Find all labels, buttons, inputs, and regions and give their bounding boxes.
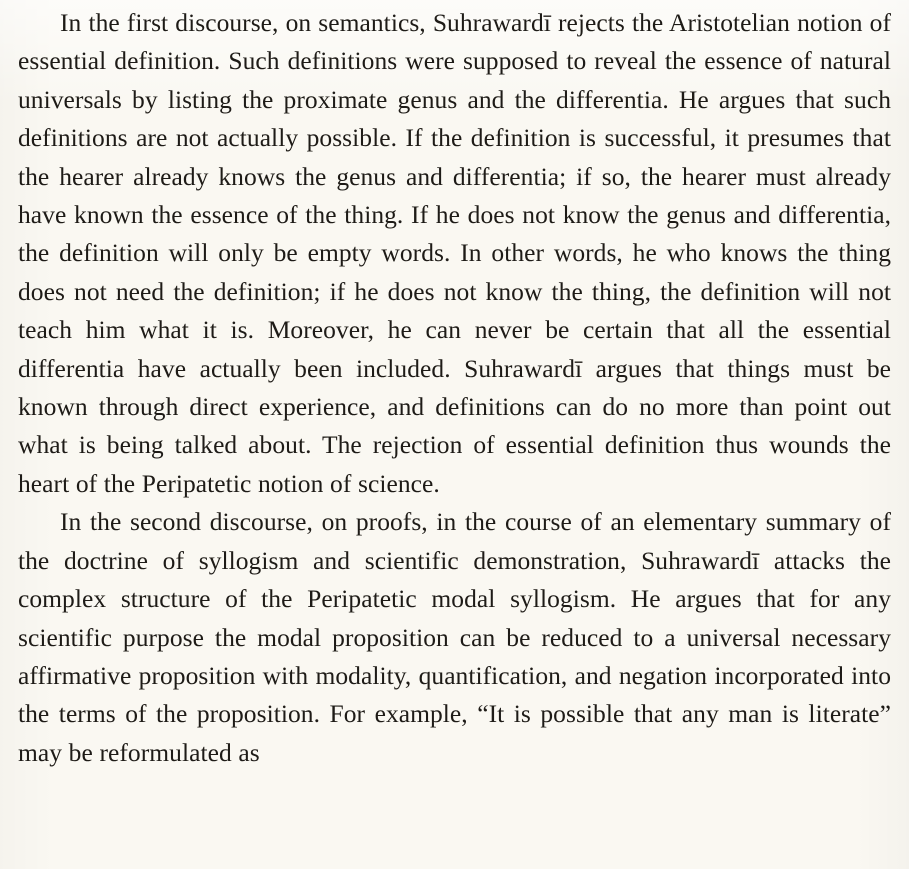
paragraph-proofs-discourse: In the second discourse, on proofs, in the course of an elementary summary of the doctrine of syllogism and scientific demonstration, Suhrawardī attacks the complex structure of the Peripatetic modal syllogism. He argues that for any scientific purpose the modal proposition can be reduced to a universal necessary affirmative proposition with modality, quantification, and negation incorporated into the terms of the proposition. For example, “It is possible that any man is literate” may be reformulated as: [18, 507, 891, 767]
paragraph-semantics-discourse: In the first discourse, on semantics, Suhrawardī rejects the Aristotelian notion of essential definition. Such definitions were supposed to reveal the essence of natural universals by listing the proximate genus and the differentia. He argues that such definitions are not actually possible. If the definition is successful, it presumes that the hearer already knows the genus and differentia; if so, the hearer must already have known the essence of the thing. If he does not know the genus and differentia, the definition will only be empty words. In other words, he who knows the thing does not need the definition; if he does not know the thing, the definition will not teach him what it is. Moreover, he can never be certain that all the essential differentia have actually been included. Suhrawardī argues that things must be known through direct experience, and definitions can do no more than point out what is being talked about. The rejection of essential definition thus wounds the heart of the Peripatetic notion of science.: [18, 8, 891, 498]
